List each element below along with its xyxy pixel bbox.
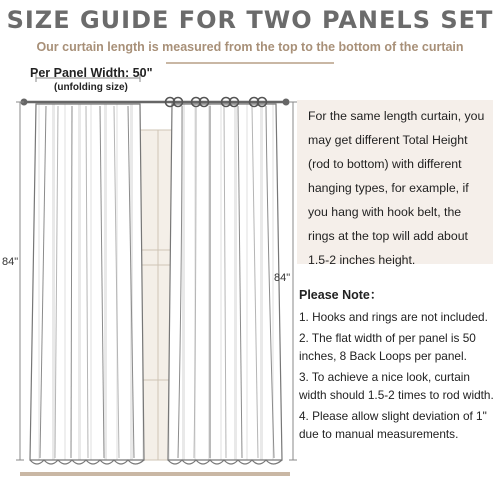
right-curtain-panel [166,98,283,465]
height-left-label: 84" [2,256,19,268]
right-height-dimension-line [289,102,297,460]
note-item: 4. Please allow slight deviation of 1" due to manual measurements. [299,409,487,441]
floor-line [20,472,290,476]
info-box-text: For the same length curtain, you may get different Total Height (rod to bottom) with different hanging types, for example, if you hang with hook belt, the rings at the top will add about 1.5-2 inches height. [308,109,485,267]
note-item: 2. The flat width of per panel is 50 inches, 8 Back Loops per panel. [299,331,476,363]
notes-title: Please Note： [299,288,383,302]
note-item: 1. Hooks and rings are not included. [299,310,488,324]
page-subtitle: Our curtain length is measured from the top to the bottom of the curtain [36,40,464,54]
note-item: 3. To achieve a nice look, curtain width should 1.5-2 times to rod width. [299,370,494,402]
panel-width-label: Per Panel Width: 50" [30,66,153,80]
unfolding-size-label: (unfolding size) [54,82,128,93]
page-title: SIZE GUIDE FOR TWO PANELS SET [6,6,494,34]
left-curtain-panel [30,104,144,464]
notes-list [299,308,495,446]
left-height-dimension-line [16,102,24,460]
height-right-label: 84" [274,272,291,284]
